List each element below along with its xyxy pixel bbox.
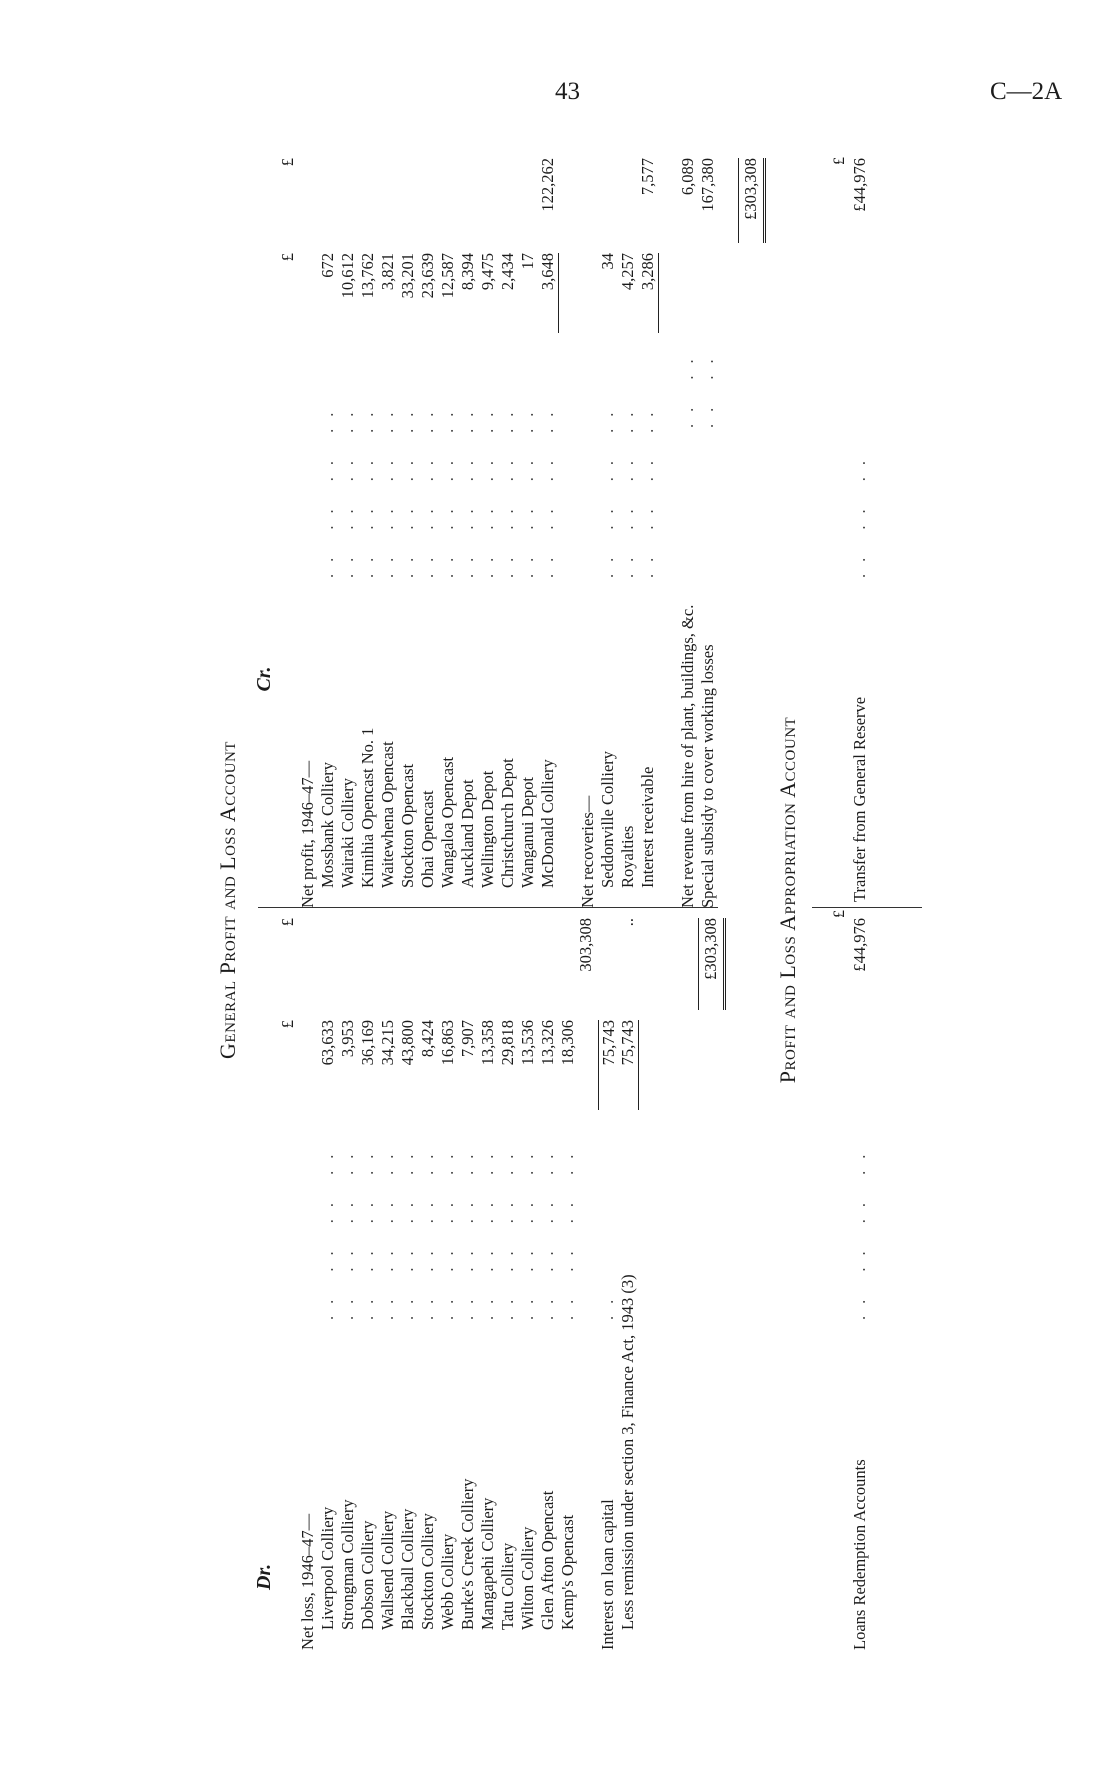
item-label: Blackball Colliery	[398, 1508, 417, 1630]
currency-header-row	[278, 150, 298, 908]
item-amount: 13,536	[518, 1020, 537, 1066]
list-item	[418, 910, 438, 1650]
remission-row	[618, 910, 638, 1650]
item-label: Mangapehi Colliery	[478, 1497, 497, 1630]
appropriation-currency-cr: £	[831, 157, 848, 165]
credit-subtotal: 122,262	[538, 158, 557, 212]
dots-placeholder: ..	[618, 918, 637, 927]
item-amount: 33,201	[398, 253, 417, 299]
item-label: Ohai Opencast	[418, 790, 437, 888]
item-label: Seddonville Colliery	[598, 750, 617, 888]
item-amount: 34	[598, 253, 617, 270]
debit-heading: Dr.	[253, 1563, 275, 1590]
item-amount: 3,286	[638, 253, 657, 291]
leader-dots: .. .. .. ..	[498, 1142, 517, 1320]
leader-dots: .. .. .. ..	[478, 1142, 497, 1320]
item-label: Kimihia Opencast No. 1	[358, 727, 377, 888]
leader-dots: .. .. .. ..	[338, 400, 357, 578]
item-amount: 23,639	[418, 253, 437, 299]
item-label: Dobson Colliery	[358, 1520, 377, 1630]
list-item	[538, 910, 558, 1650]
leader-dots: .. .. .. ..	[418, 1142, 437, 1320]
debit-side	[252, 910, 728, 1650]
subsidy-label: Special subsidy to cover working losses	[698, 644, 717, 908]
leader-dots: .. .. .. ..	[378, 400, 397, 578]
leader-dots: .. .. .. ..	[318, 400, 337, 578]
leader-dots: .. .. .. ..	[358, 1142, 377, 1320]
appropriation-debit-row	[850, 910, 874, 1650]
item-amount: 3,648	[538, 253, 557, 291]
item-amount: 16,863	[438, 1020, 457, 1066]
leader-dots: .. .. .. ..	[618, 400, 637, 578]
item-label: Tatu Colliery	[498, 1542, 517, 1630]
transfer-general-reserve-label: Transfer from General Reserve	[850, 696, 869, 902]
item-amount: 36,169	[358, 1020, 377, 1066]
list-item	[558, 910, 578, 1650]
leader-dots: .. .. .. ..	[538, 1142, 557, 1320]
item-label: Stockton Colliery	[418, 1513, 437, 1630]
subtotal-rule	[558, 253, 579, 333]
leader-dots: .. .. .. ..	[398, 1142, 417, 1320]
list-item	[438, 910, 458, 1650]
leader-dots: .. .. .. ..	[518, 400, 537, 578]
item-amount: 13,762	[358, 253, 377, 299]
item-label: Mossbank Colliery	[318, 761, 337, 888]
interest-label: Interest on loan capital	[598, 1499, 617, 1650]
recoveries-list	[598, 150, 658, 908]
leader-dots: .. .. .. ..	[458, 400, 477, 578]
list-item	[478, 910, 498, 1650]
item-label: Burke's Creek Colliery	[458, 1478, 477, 1630]
item-amount: 4,257	[618, 253, 637, 291]
list-item	[318, 150, 338, 908]
item-label: Christchurch Depot	[498, 758, 517, 888]
remission-label: Less remission under section 3, Finance Act, 1943 (3)	[618, 1274, 637, 1630]
list-item	[598, 150, 618, 908]
list-item	[378, 910, 398, 1650]
leader-dots: .. .. .. ..	[638, 400, 657, 578]
leader-dots: .. .. .. ..	[378, 1142, 397, 1320]
currency-symbol: £	[278, 1020, 297, 1029]
debit-total-row	[698, 910, 728, 1650]
remission-amount: 75,743	[618, 1020, 639, 1110]
list-item	[518, 150, 538, 908]
recoveries-label-row	[578, 150, 598, 908]
list-item	[358, 150, 378, 908]
item-label: Wallsend Colliery	[378, 1510, 397, 1630]
leader-dots: .. .. .. ..	[538, 400, 557, 578]
item-amount: 13,326	[538, 1020, 557, 1066]
item-label: Royalties	[618, 825, 637, 888]
item-label: Wairaki Colliery	[338, 777, 357, 888]
item-amount: 17	[518, 253, 537, 270]
subsidy-amount: 167,380	[698, 158, 717, 212]
item-label: Kemp's Opencast	[558, 1514, 577, 1630]
list-item	[438, 150, 458, 908]
credit-total-row	[738, 150, 768, 908]
leader-dots: ..	[598, 1287, 617, 1320]
credit-item-list	[318, 150, 558, 908]
net-loss-label: Net loss, 1946–47—	[298, 1513, 317, 1650]
debit-item-list	[318, 910, 578, 1650]
currency-symbol: £	[278, 158, 297, 167]
loans-redemption-label: Loans Redemption Accounts	[850, 1459, 869, 1650]
hire-row	[678, 150, 698, 908]
item-amount: 29,818	[498, 1020, 517, 1066]
list-item	[498, 910, 518, 1650]
item-amount: 8,424	[418, 1020, 437, 1058]
item-label: Glen Afton Opencast	[538, 1490, 557, 1630]
item-amount: 3,953	[338, 1020, 357, 1058]
general-account-title: General Profit and Loss Account	[215, 741, 240, 1059]
item-label: Strongman Colliery	[338, 1499, 357, 1630]
leader-dots: .. .. .. ..	[438, 1142, 457, 1320]
debit-subtotal: 303,308	[576, 918, 595, 972]
leader-dots: .. ..	[678, 347, 697, 428]
item-amount: 13,358	[478, 1020, 497, 1066]
credit-side	[252, 150, 768, 908]
hire-label: Net revenue from hire of plant, buildings, &c.	[678, 604, 697, 908]
leader-dots: .. .. .. ..	[438, 400, 457, 578]
list-item	[338, 910, 358, 1650]
group-label-row	[298, 910, 318, 1650]
currency-symbol: £	[278, 253, 297, 262]
item-label: Wanganui Depot	[518, 777, 537, 888]
subsidy-row	[698, 150, 718, 908]
list-item	[338, 150, 358, 908]
item-amount: 63,633	[318, 1020, 337, 1066]
group-label-row	[298, 150, 318, 908]
list-item	[498, 150, 518, 908]
list-item	[378, 150, 398, 908]
item-amount: 8,394	[458, 253, 477, 291]
recoveries-total: 7,577	[638, 158, 657, 196]
item-amount: 12,587	[438, 253, 457, 299]
interest-row	[576, 910, 618, 1650]
currency-symbol: £	[278, 918, 297, 927]
leader-dots: .. .. .. ..	[318, 1142, 337, 1320]
list-item	[518, 910, 538, 1650]
list-item	[398, 150, 418, 908]
item-amount: 10,612	[338, 253, 357, 299]
list-item	[318, 910, 338, 1650]
item-amount: 3,821	[378, 253, 397, 291]
leader-dots: .. ..	[698, 347, 717, 428]
leader-dots: .. .. .. ..	[598, 400, 617, 578]
leader-dots: .. .. .. ..	[558, 1142, 577, 1320]
leader-dots: .. .. ..	[850, 449, 869, 578]
item-amount: 43,800	[398, 1020, 417, 1066]
item-amount: 9,475	[478, 253, 497, 291]
item-label: Stockton Opencast	[398, 763, 417, 888]
list-item	[458, 150, 478, 908]
leader-dots: .. .. .. ..	[358, 400, 377, 578]
list-item	[458, 910, 478, 1650]
page-number: 43	[555, 78, 580, 105]
recoveries-rule	[658, 253, 679, 333]
item-label: McDonald Colliery	[538, 759, 557, 888]
document-reference: C—2A	[990, 78, 1063, 105]
hire-amount: 6,089	[678, 158, 697, 196]
list-item	[478, 150, 498, 908]
item-label: Liverpool Colliery	[318, 1506, 337, 1630]
item-amount: 34,215	[378, 1020, 397, 1066]
leader-dots: .. .. .. ..	[850, 1142, 869, 1320]
item-label: Webb Colliery	[438, 1533, 457, 1630]
item-amount: 2,434	[498, 253, 517, 291]
credit-heading: Cr.	[253, 666, 275, 692]
appropriation-credit-row	[850, 150, 874, 908]
item-label: Auckland Depot	[458, 779, 477, 888]
item-label: Wangaloa Opencast	[438, 756, 457, 888]
item-amount: 672	[318, 253, 337, 278]
list-item	[418, 150, 438, 908]
leader-dots: .. .. .. ..	[518, 1142, 537, 1320]
item-label: Waitewhena Opencast	[378, 741, 397, 888]
list-item	[398, 910, 418, 1650]
list-item	[358, 910, 378, 1650]
appropriation-currency-dr: £	[831, 910, 848, 918]
net-profit-label: Net profit, 1946–47—	[298, 760, 317, 908]
loans-redemption-amount: £44,976	[850, 918, 869, 972]
leader-dots: .. .. .. ..	[398, 400, 417, 578]
currency-header-row	[278, 910, 298, 1650]
item-label: Wilton Colliery	[518, 1526, 537, 1630]
item-amount: 7,907	[458, 1020, 477, 1058]
leader-dots: .. .. .. ..	[418, 400, 437, 578]
item-label: Interest receivable	[638, 766, 657, 888]
interest-amount: 75,743	[598, 1020, 619, 1110]
list-item	[618, 150, 638, 908]
item-amount: 18,306	[558, 1020, 577, 1066]
leader-dots: .. .. .. ..	[458, 1142, 477, 1320]
leader-dots: .. .. .. ..	[478, 400, 497, 578]
recoveries-label: Net recoveries—	[578, 795, 597, 908]
appropriation-account-title: Profit and Loss Appropriation Account	[775, 716, 800, 1084]
credit-total: £303,308	[738, 158, 766, 243]
rotated-accounts-sheet	[190, 150, 990, 1650]
transfer-general-reserve-amount: £44,976	[850, 158, 869, 212]
list-item	[538, 150, 558, 908]
leader-dots: .. .. .. ..	[338, 1142, 357, 1320]
debit-total: £303,308	[698, 918, 726, 1010]
list-item	[638, 150, 658, 908]
item-label: Wellington Depot	[478, 770, 497, 888]
leader-dots: .. .. .. ..	[498, 400, 517, 578]
